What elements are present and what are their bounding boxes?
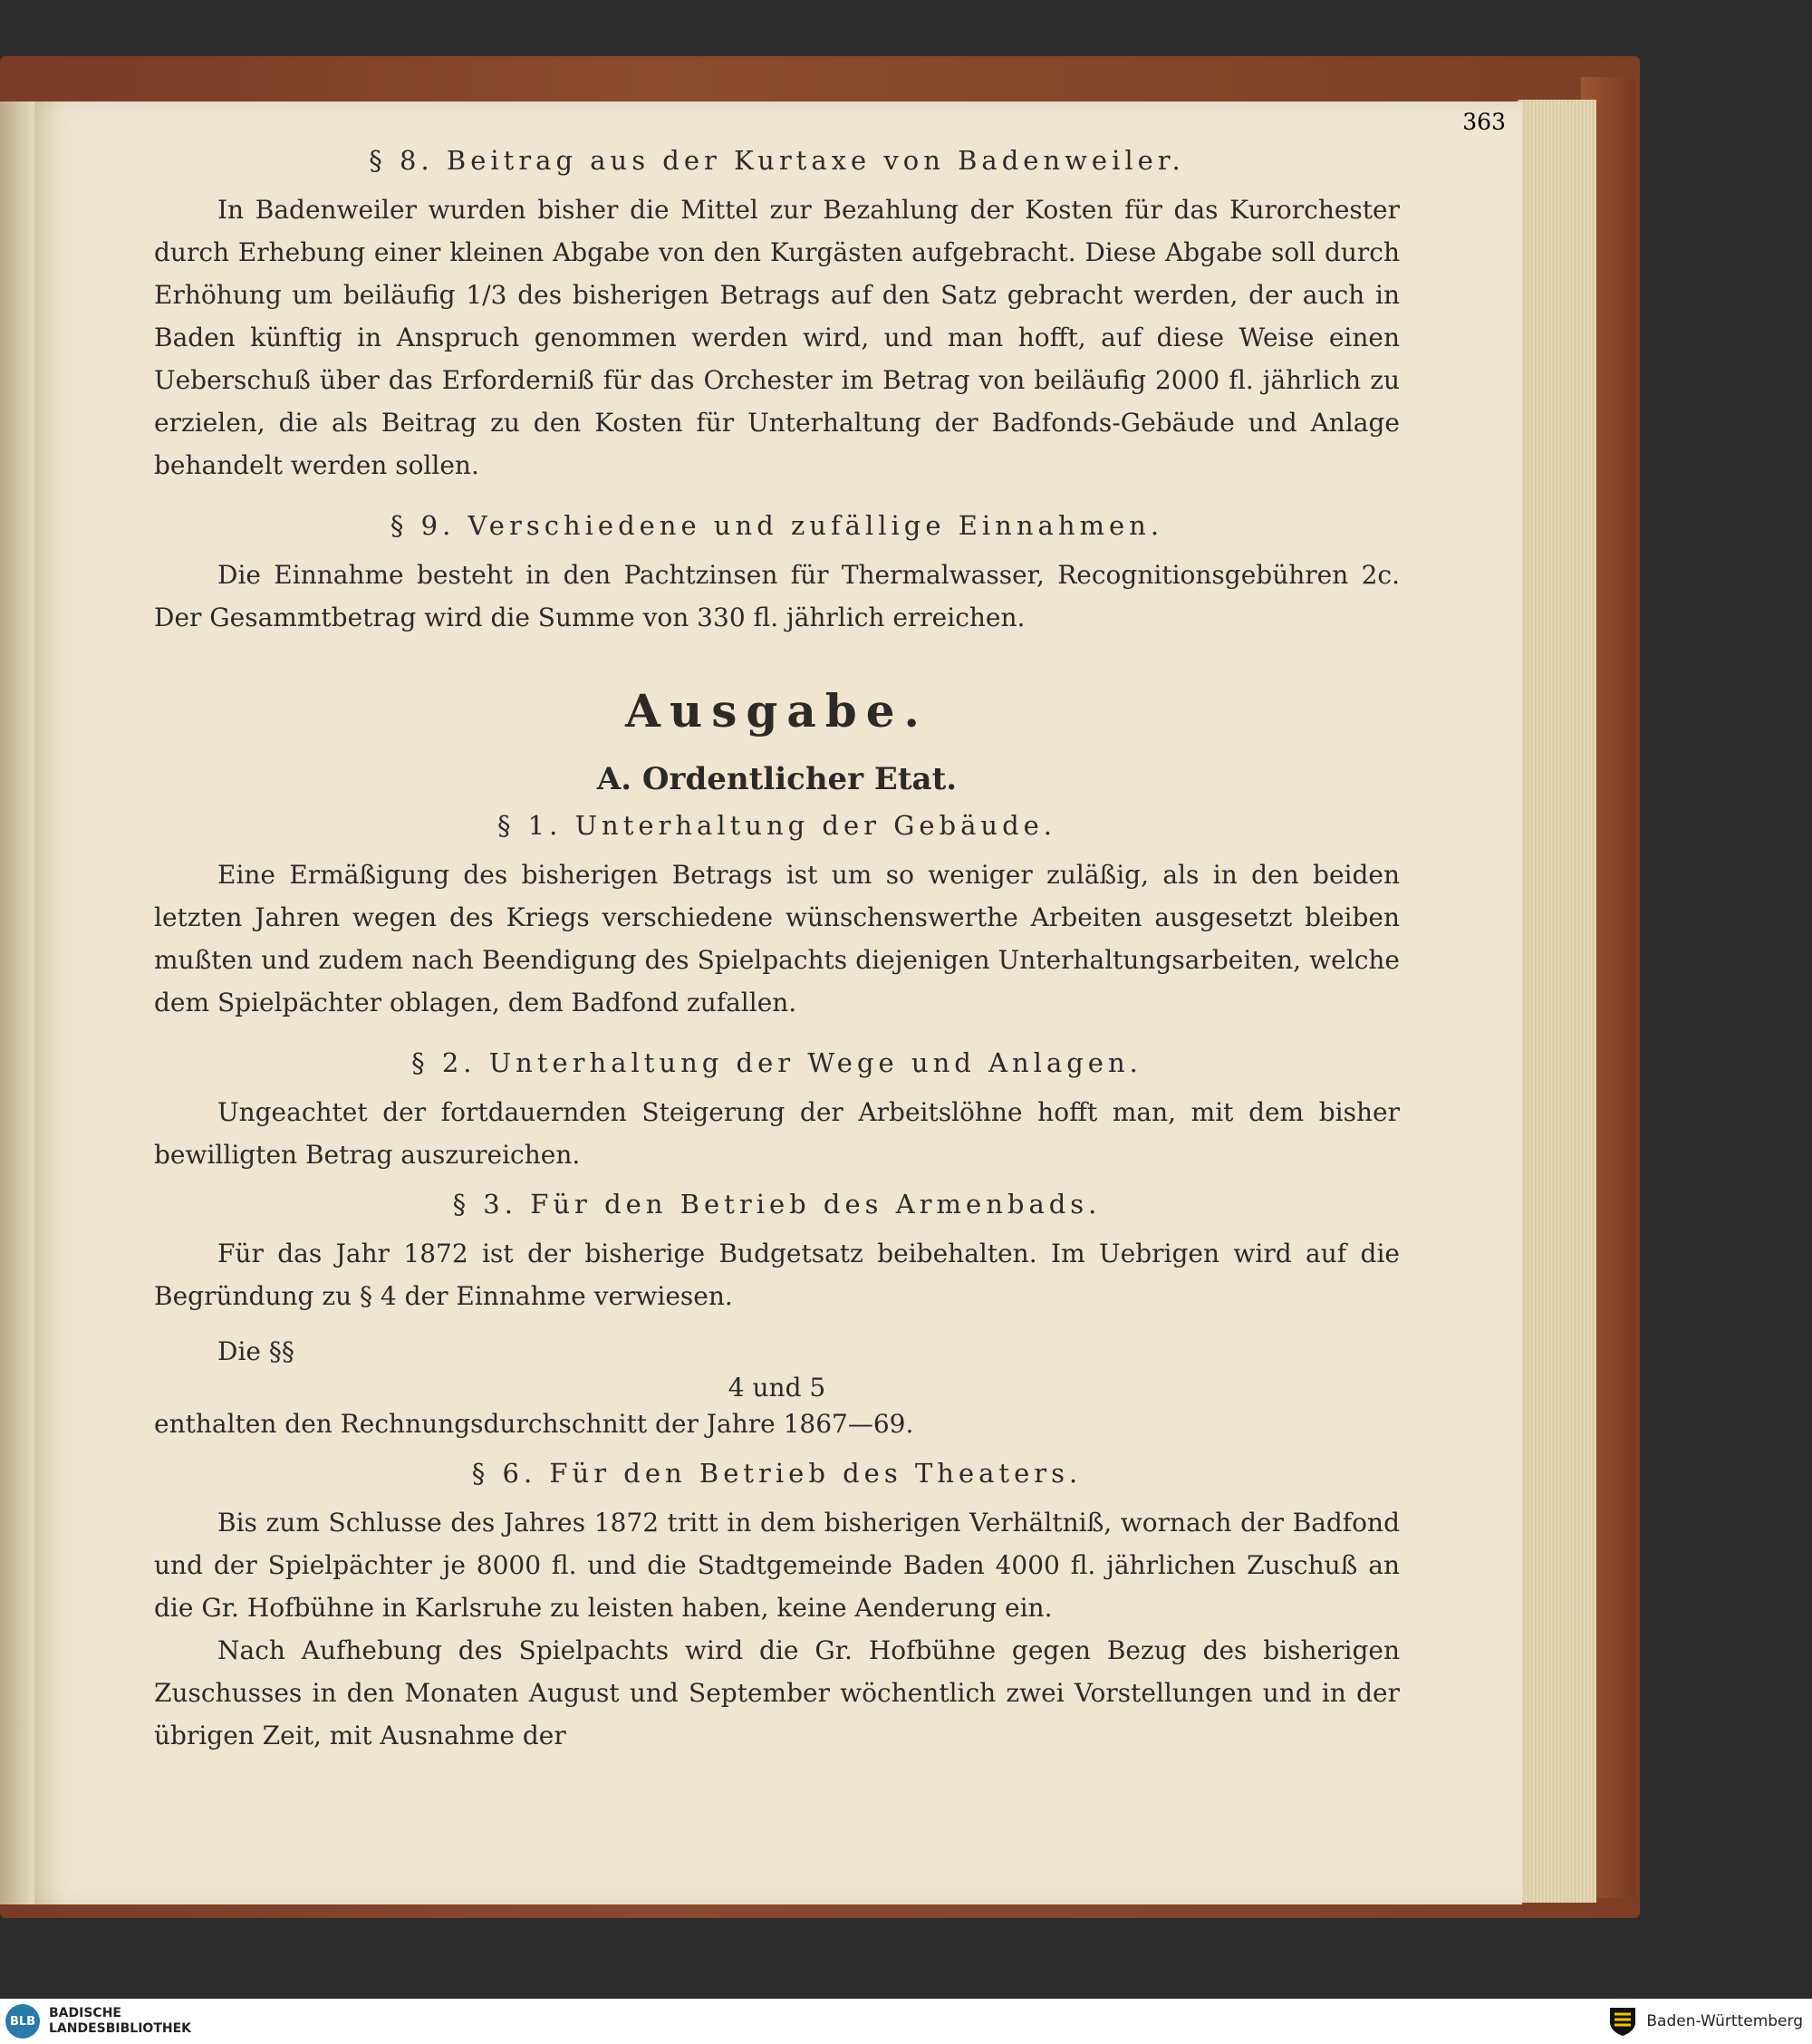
paragraph: Für das Jahr 1872 ist der bisherige Budgetsatz beibehalten. Im Uebrigen wird auf die Begründung zu § 4 der Einnahme verwiesen. [154,1239,1400,1311]
previous-page-edge [0,101,34,1904]
section-heading: § 2. Unterhaltung der Wege und Anlagen. [411,1047,1142,1078]
section-heading: § 9. Verschiedene und zufällige Einnahmen. [390,510,1164,541]
paragraph: Nach Aufhebung des Spielpachts wird die Gr. Hofbühne gegen Bezug des bisherigen Zuschusses in den Monaten August und September wöchentlich zwei Vorstellungen und in der übrigen Zeit, mit Ausnahme der [154,1635,1400,1750]
paragraph: Die §§ [217,1336,294,1366]
footer-bar [0,1999,1812,2044]
section-heading: § 1. Unterhaltung der Gebäude. [496,810,1057,841]
paragraph: Bis zum Schlusse des Jahres 1872 tritt in dem bisherigen Verhältniß, wornach der Badfond und der Spielpächter je 8000 fl. und die Stadtgemeinde Baden 4000 fl. jährlichen Zuschuß an die Gr. Hofbühne in Karlsruhe zu leisten haben, keine Aenderung ein. [154,1508,1400,1623]
paragraph: Ungeachtet der fortdauernden Steigerung der Arbeitslöhne hofft man, mit dem bisher bewilligten Betrag auszureichen. [154,1097,1400,1170]
section-heading: § 3. Für den Betrieb des Armenbads. [452,1189,1102,1220]
paragraph: Die Einnahme besteht in den Pachtzinsen für Thermalwasser, Recognitionsgebühren 2c. Der Gesammtbetrag wird die Summe von 330 fl. jährlich erreichen. [154,560,1400,632]
part-title: Ausgabe. [625,684,929,738]
paragraph: Eine Ermäßigung des bisherigen Betrags ist um so weniger zuläßig, als in den beiden letzten Jahren wegen des Kriegs verschiedene wünschenswerthe Arbeiten ausgesetzt bleiben mußten und zudem nach Beendigung des Spielpachts diejenigen Unterhaltungsarbeiten, welche dem Spielpächter oblagen, dem Badfond zufallen. [154,860,1400,1017]
library-name: BADISCHE LANDESBIBLIOTHEK [49,2006,192,2036]
state-name: Baden-Württemberg [1646,2012,1803,2030]
state-logo[interactable] [1608,2006,1803,2037]
paragraph: enthalten den Rechnungsdurchschnitt der Jahre 1867—69. [154,1409,914,1439]
chapter-title: A. Ordentlicher Etat. [596,761,958,797]
coat-of-arms-icon [1608,2006,1637,2037]
paragraph: In Badenweiler wurden bisher die Mittel zur Bezahlung der Kosten für das Kurorchester durch Erhebung einer kleinen Abgabe von den Kurgästen aufgebracht. Diese Abgabe soll durch Erhöhung um beiläufig 1/3 des bisherigen Betrags auf den Satz gebracht werden, der auch in Baden künftig in Anspruch genommen werden wird, und man hofft, auf diese Weise einen Ueberschuß über das Erforderniß für das Orchester im Betrag von beiläufig 2000 fl. jährlich zu erzielen, die als Beitrag zu den Kosten für Unterhaltung der Badfonds-Gebäude und Anlage behandelt werden sollen. [154,195,1400,480]
library-logo[interactable] [5,2004,191,2039]
section-heading: § 8. Beitrag aus der Kurtaxe von Badenweiler. [369,145,1185,176]
blb-badge: BLB [5,2004,40,2039]
page-stack-edge [1518,100,1596,1903]
section-heading: § 6. Für den Betrieb des Theaters. [471,1458,1083,1489]
page-text [154,145,1400,1757]
centered-line: 4 und 5 [728,1373,826,1403]
page-number: 363 [1462,109,1506,135]
